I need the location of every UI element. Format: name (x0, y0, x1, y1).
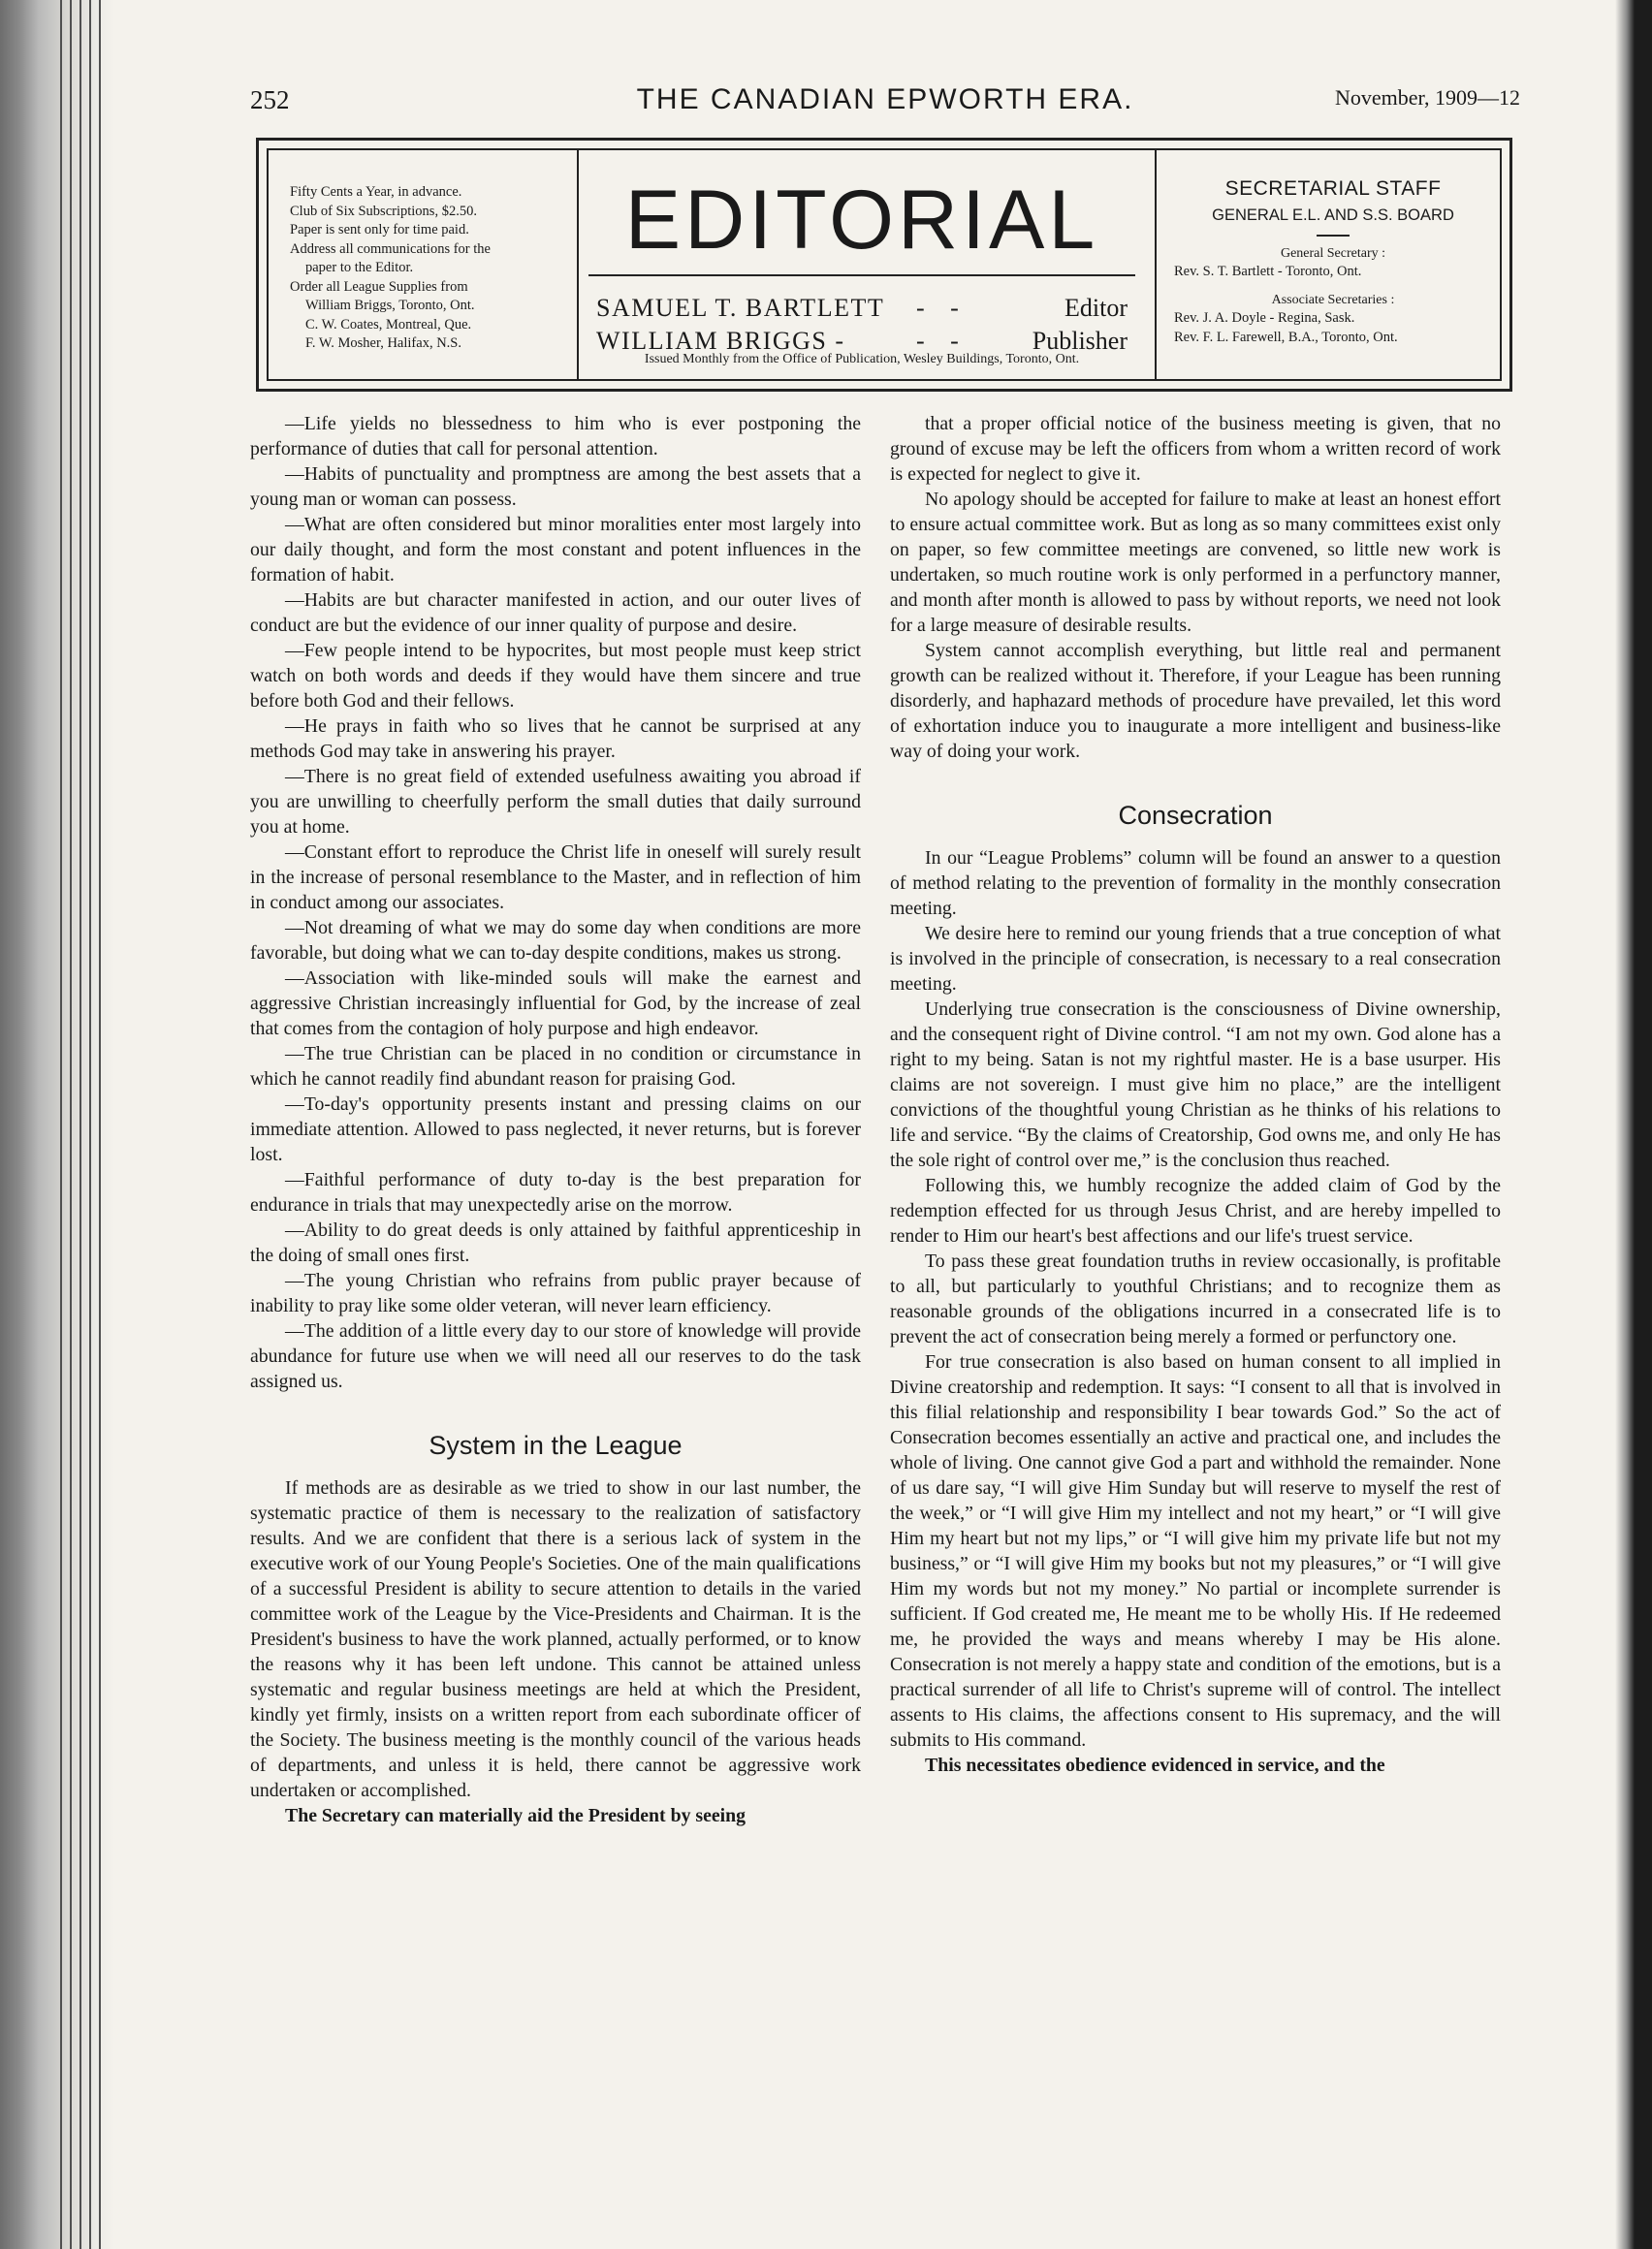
staff-rule (1317, 235, 1350, 237)
masthead-inner-frame (267, 148, 1502, 381)
publisher-role: Publisher (1032, 327, 1128, 355)
maxim-paragraph: —Habits are but character manifested in action, and our outer lives of conduct are but the evidence of our inner quality of purpose and desire. (250, 589, 861, 636)
gutter-line (79, 0, 81, 2249)
subscription-line: Club of Six Subscriptions, $2.50. (290, 203, 477, 219)
system-heading: System in the League (429, 1431, 683, 1460)
article-paragraph: that a proper official notice of the business meeting is given, that no ground of excuse may be left the officers from whom a written record of work is expected for neglect to give it. (890, 413, 1501, 485)
system-article (250, 1475, 861, 1828)
general-secretary-label: General Secretary : (1280, 246, 1386, 261)
issued-note: Issued Monthly from the Office of Publication, Wesley Buildings, Toronto, Ont. (644, 352, 1080, 366)
gutter-line (70, 0, 72, 2249)
editor-name: SAMUEL T. BARTLETT (596, 294, 885, 322)
associate-label: Associate Secretaries : (1271, 293, 1395, 307)
general-secretary: Rev. S. T. Bartlett - Toronto, Ont. (1174, 264, 1362, 279)
masthead-center (581, 150, 1143, 379)
editorial-masthead (256, 138, 1512, 392)
running-head (250, 78, 1520, 116)
subscription-line: Fifty Cents a Year, in advance. (290, 184, 462, 200)
right-column (890, 411, 1501, 1778)
subscription-line: Order all League Supplies from (290, 278, 468, 295)
maxim-paragraph: —Faithful performance of duty to-day is the best preparation for endurance in trials that may unexpectedly arise on the morrow. (250, 1169, 861, 1216)
maxim-paragraph: —Life yields no blessedness to him who is ever postponing the performance of duties that call for personal attention. (250, 413, 861, 459)
issue-date: November, 1909—12 (1335, 85, 1520, 110)
subscription-line: paper to the Editor. (305, 260, 414, 275)
subscription-info (290, 183, 554, 354)
article-paragraph: Following this, we humbly recognize the added claim of God by the redemption effected for us through Jesus Christ, and are hereby impelled to render to Him our heart's best affections and our life's truest service. (890, 1175, 1501, 1247)
subscription-line: Address all communications for the (290, 240, 491, 257)
gutter-line (89, 0, 91, 2249)
system-article-continued (890, 411, 1501, 764)
maxim-paragraph: —He prays in faith who so lives that he cannot be surprised at any methods God may take in answering his prayer. (250, 715, 861, 762)
maxim-paragraph: —What are often considered but minor moralities enter most largely into our daily thought, and form the most constant and potent influences in the formation of habit. (250, 514, 861, 586)
publisher-dashes: - - (916, 327, 969, 355)
associate-secretary-1: Rev. J. A. Doyle - Regina, Sask. (1174, 310, 1355, 326)
maxim-paragraph: —The young Christian who refrains from public prayer because of inability to pray like some older veteran, will never learn efficiency. (250, 1270, 861, 1316)
maxim-paragraph: —The addition of a little every day to our store of knowledge will provide abundance for future use when we will need all our reserves to do the task assigned us. (250, 1320, 861, 1392)
masthead-divider (577, 150, 579, 379)
consecration-article (890, 845, 1501, 1778)
maxim-paragraph: —Few people intend to be hypocrites, but most people must keep strict watch on both words and deeds if they would have them sincere and true before both God and their fellows. (250, 640, 861, 712)
page (250, 68, 1520, 2220)
article-paragraph: Underlying true consecration is the consciousness of Divine ownership, and the consequent right of Divine control. “I am not my own. God alone has a right to my being. Satan is not my rightful master. He is a base usurper. His claims are not sovereign. I must give him no place,” are the intelligent convictions of the thoughtful young Christian as he thinks of his relations to life and service. “By the claims of Creatorship, God owns me, and only He has the sole right of control over me,” is the conclusion thus reached. (890, 998, 1501, 1171)
left-column (250, 411, 861, 1828)
page-number: 252 (250, 85, 290, 114)
editorial-heading: EDITORIAL (624, 174, 1099, 267)
masthead-rule (588, 274, 1135, 276)
subscription-line: William Briggs, Toronto, Ont. (305, 298, 475, 313)
staff-board: GENERAL E.L. AND S.S. BOARD (1212, 206, 1454, 224)
publisher-name: WILLIAM BRIGGS - (596, 327, 845, 355)
masthead-divider (1155, 150, 1157, 379)
article-paragraph: In our “League Problems” column will be found an answer to a question of method relating to the prevention of formality in the monthly consecration meeting. (890, 847, 1501, 919)
article-paragraph: To pass these great foundation truths in review occasionally, is profitable to all, but particularly to youthful Christians; and to recognize them as reasonable grounds of the obligations incurred in a consecrated life is to prevent the act of consecration being merely a formed or perfunctory one. (890, 1251, 1501, 1347)
subscription-line: Paper is sent only for time paid. (290, 222, 469, 238)
maxims-list (250, 411, 861, 1394)
associate-secretary-2: Rev. F. L. Farewell, B.A., Toronto, Ont. (1174, 330, 1398, 345)
maxim-paragraph: —To-day's opportunity presents instant and pressing claims on our immediate attention. Allowed to pass neglected, it never returns, but is forever lost. (250, 1093, 861, 1165)
next-page-edge (1615, 0, 1652, 2249)
gutter-line (99, 0, 101, 2249)
maxim-paragraph: —There is no great field of extended usefulness awaiting you abroad if you are unwilling to cheerfully perform the small duties that daily surround you at home. (250, 766, 861, 838)
book-gutter (0, 0, 114, 2249)
editor-role: Editor (1064, 294, 1128, 322)
maxim-paragraph: —Constant effort to reproduce the Christ life in oneself will surely result in the increase of personal resemblance to the Master, and in reflection of him in conduct among our associates. (250, 841, 861, 913)
editor-dashes: - - (916, 294, 969, 322)
secretarial-staff (1166, 150, 1500, 379)
consecration-heading: Consecration (1118, 801, 1273, 830)
maxim-paragraph: —Habits of punctuality and promptness are among the best assets that a young man or woman can possess. (250, 463, 861, 510)
maxim-paragraph: —Association with like-minded souls will make the earnest and aggressive Christian increasingly influential for God, by the increase of zeal that comes from the contagion of holy purpose and high endeavor. (250, 967, 861, 1039)
maxim-paragraph: —The true Christian can be placed in no condition or circumstance in which he cannot readily find abundant reason for praising God. (250, 1043, 861, 1090)
article-paragraph: System cannot accomplish everything, but little real and permanent growth can be realized without it. Therefore, if your League has been running disorderly, and haphazard methods of procedure have prevailed, let this word of exhortation induce you to inaugurate a more intelligent and business-like way of doing your work. (890, 640, 1501, 762)
article-paragraph: For true consecration is also based on human consent to all implied in Divine creatorship and redemption. It says: “I consent to all that is involved in this filial relationship and responsibility I bear towards God.” So the act of Consecration becomes essentially an active and practical one, and includes the whole of living. One cannot give God a part and withhold the remainder. None of us dare say, “I will give Him Sunday but will reserve to myself the rest of the week,” or “I will give Him my intellect and not my heart,” or “I will give Him my heart but not my lips,” or “I will give him my private life but not my business,” or “I will give Him my books but not my pleasures,” or “I will give Him my words but not my money.” No partial or incomplete surrender is sufficient. If God created me, He meant me to be wholly His. If He redeemed me, he provided the ways and means whereby I may be His alone. Consecration is not merely a happy state and condition of the emotions, but is a practical surrender of all life to Christ's supreme will of control. The intellect assents to His claims, the affections consent to His supremacy, and the will submits to His command. (890, 1351, 1501, 1751)
subscription-line: C. W. Coates, Montreal, Que. (305, 316, 472, 333)
article-paragraph: This necessitates obedience evidenced in service, and the (925, 1755, 1385, 1776)
gutter-line (60, 0, 62, 2249)
article-paragraph: If methods are as desirable as we tried to show in our last number, the systematic practice of them is necessary to the realization of satisfactory results. And we are confident that there is a serious lack of system in the executive work of our Young People's Societies. One of the main qualifications of a successful President is ability to secure attention to details in the varied committee work of the League by the Vice-Presidents and Chairman. It is the President's business to have the work planned, actually performed, or to know the reasons why it has been left undone. This cannot be attained unless systematic and regular business meetings are held at which the President, kindly yet firmly, insists on a written report from each subordinate officer of the Society. The business meeting is the monthly council of the various heads of departments, and unless it is held, there cannot be aggressive work undertaken or accomplished. (250, 1477, 861, 1801)
publication-title: THE CANADIAN EPWORTH ERA. (636, 83, 1134, 115)
staff-title: SECRETARIAL STAFF (1224, 177, 1442, 200)
article-paragraph: We desire here to remind our young friends that a true conception of what is involved in the principle of consecration, is necessary to a real consecration meeting. (890, 923, 1501, 995)
maxim-paragraph: —Not dreaming of what we may do some day when conditions are more favorable, but doing what we can to-day despite conditions, makes us strong. (250, 917, 861, 964)
article-paragraph: No apology should be accepted for failure to make at least an honest effort to ensure actual committee work. But as long as so many committees exist only on paper, so few committee meetings are convened, so little new work is undertaken, so much routine work is only performed in a perfunctory manner, and month after month is allowed to pass by without reports, we need not look for a large measure of desirable results. (890, 489, 1501, 636)
subscription-line: F. W. Mosher, Halifax, N.S. (305, 335, 461, 351)
maxim-paragraph: —Ability to do great deeds is only attained by faithful apprenticeship in the doing of small ones first. (250, 1220, 861, 1266)
article-paragraph: The Secretary can materially aid the President by seeing (285, 1805, 747, 1826)
